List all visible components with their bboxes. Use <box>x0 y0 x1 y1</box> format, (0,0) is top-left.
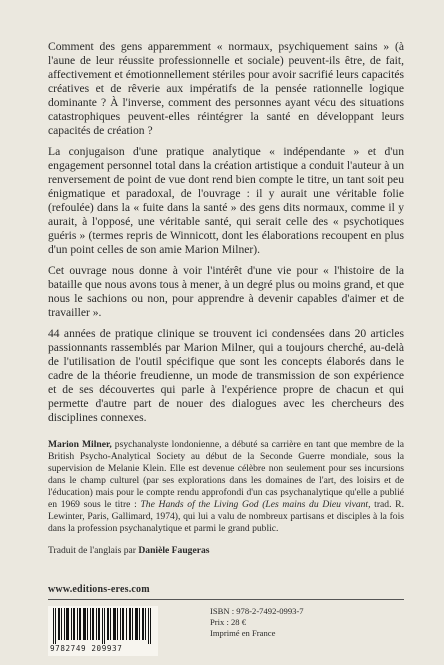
barcode-number: 9782749 209937 <box>50 644 123 653</box>
author-name: Marion Milner, <box>48 439 112 450</box>
translator-credit <box>48 545 404 557</box>
paragraph-conjugaison: La conjugaison d'une pratique analytique « indépendante » et d'un engagement personnel total dans la création artistique a conduit l'auteur à un renversement de point de vue dont rend bien compte le titre, un tant soit peu énigmatique et paradoxal, de l'ouvrage : il y aurait une véritable folie (refoulée) dans la « fuite dans la santé » des gens dits normaux, comme il y aurait, à l'opposé, une véritable santé, qui serait celle des « psychotiques guéris » (termes repris de Winnicott, dont les élaborations recoupent en plus d'un point celles de son amie Marion Milner). <box>48 145 404 256</box>
author-bio <box>48 439 404 535</box>
bio-text-1: psychanalyste londonienne, a débuté sa carrière en tant que membre de la British Psycho-Analytical Society au début de la Seconde Guerre mondiale, sous la supervision de Melanie Klein. Elle est devenue célèbre non seulement pour ses incursions dans le champ culturel (par ses explorations dans les domaines de l'art, des loisirs et de l'éducation) mais pour le compte rendu approfondi d'un cas psychanalytique qu'elle a publié en 1969 sous le titre : <box>48 439 404 510</box>
translator-prefix: Traduit de l'anglais par <box>48 545 139 556</box>
book-meta <box>210 606 304 640</box>
cover-text <box>48 40 404 557</box>
footer <box>48 584 404 653</box>
bio-text-2: trad. R. Lewinter, Paris, Gallimard, 1974), qui lui a valu de nombreux partisans et disciples à la fois dans la profession psychanalytique et parmi le grand public. <box>48 499 404 534</box>
price: Prix : 28 € <box>210 617 247 628</box>
paragraph-ouvrage: Cet ouvrage nous donne à voir l'intérêt d'une vie pour « l'histoire de la bataille que nous avons tous à mener, à un degré plus ou moins grand, et que nous le sachions ou non, pour apprendre à devenir capables d'aimer et de travailler ». <box>48 264 404 319</box>
barcode-icon <box>52 608 154 644</box>
bio-book-title: The Hands of the Living God (Les mains du Dieu vivant, <box>140 499 371 510</box>
paragraph-intro: Comment des gens apparemment « normaux, psychiquement sains » (à l'aune de leur réussite professionnelle et sociale) peuvent-ils être, de fait, affectivement et émotionnellement stériles pour avoir sacrifié leurs capacités créatives et de rêverie aux impératifs de la pensée rationnelle logique dominante ? À l'inverse, comment des personnes ayant vécu des situations catastrophiques peuvent-elles réintégrer la santé en développant leurs capacités de création ? <box>48 40 404 137</box>
paragraph-pratique-clinique: 44 années de pratique clinique se trouvent ici condensées dans 20 articles passionnants rassemblés par Marion Milner, qui a toujours cherché, au-delà de l'utilisation de l'outil spécifique que sont les concepts élaborés dans le cadre de la théorie freudienne, un mode de transmission de son expérience et de ses découvertes qui parle à l'expérience propre de chacun et qui permette d'autre part de nouer des dialogues avec les chercheurs des disciplines connexes. <box>48 327 404 424</box>
barcode <box>48 606 158 656</box>
isbn: ISBN : 978-2-7492-0993-7 <box>210 606 304 616</box>
publisher-website[interactable]: www.editions-eres.com <box>48 584 150 595</box>
printed-in: Imprimé en France <box>210 628 276 639</box>
translator-name: Danièle Faugeras <box>138 545 210 556</box>
divider <box>48 599 404 600</box>
